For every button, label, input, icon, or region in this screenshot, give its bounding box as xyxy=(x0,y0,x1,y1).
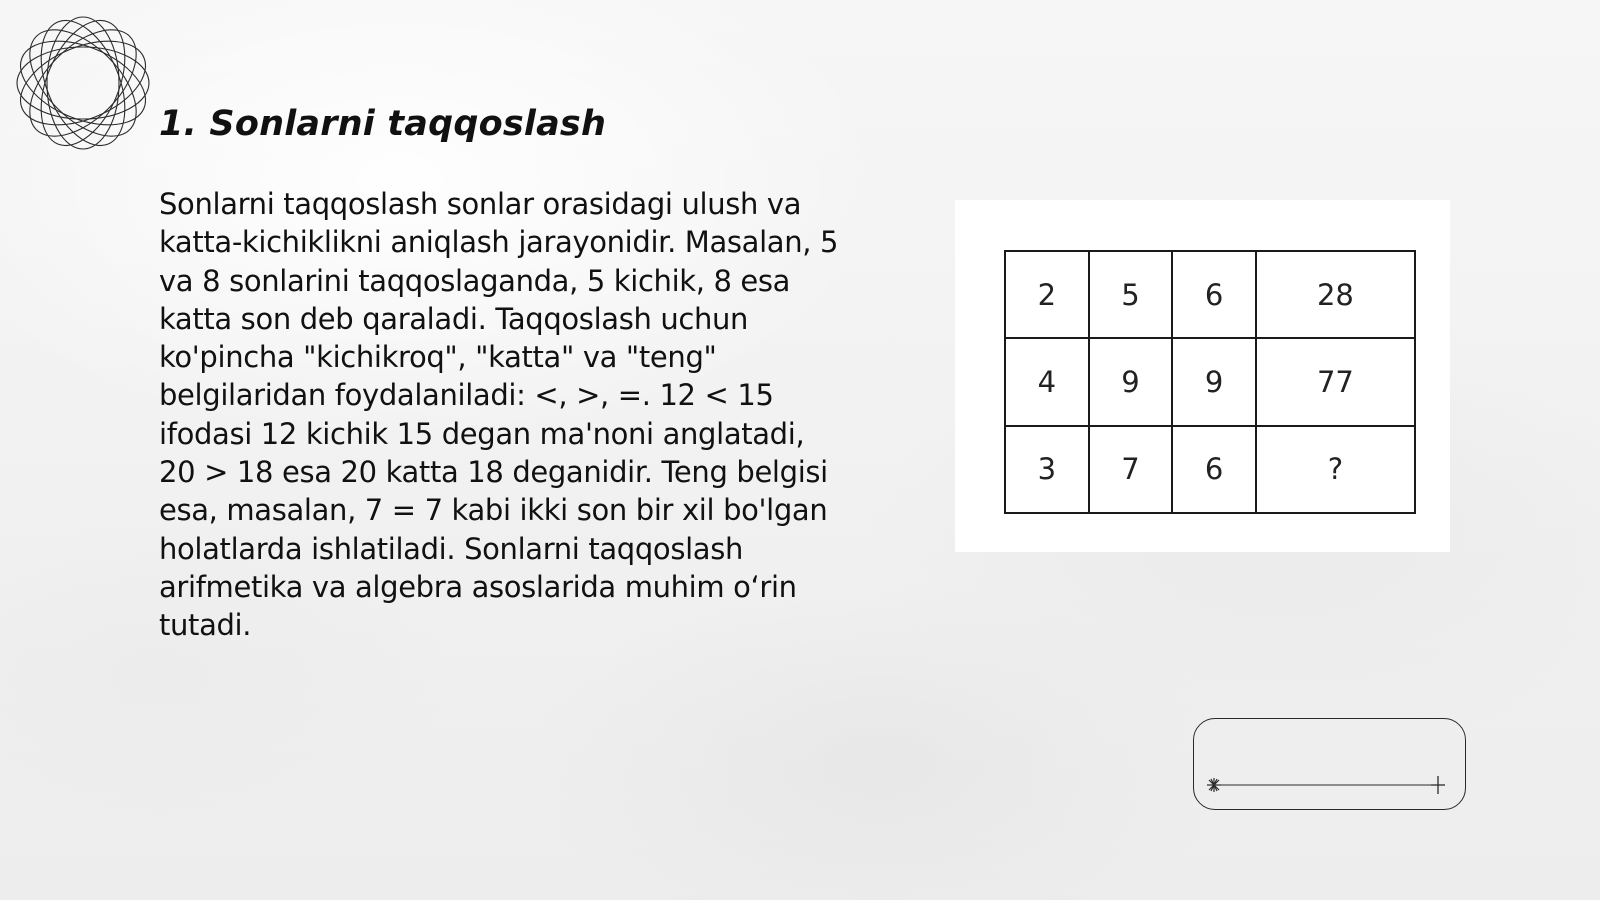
puzzle-cell: 9 xyxy=(1089,338,1173,425)
plus-star-icon xyxy=(1431,776,1445,794)
puzzle-cell: 5 xyxy=(1089,251,1173,338)
spirograph-logo-icon xyxy=(10,10,156,156)
puzzle-row xyxy=(1005,426,1415,513)
body-paragraph: Sonlarni taqqoslash sonlar orasidagi ulush va katta-kichiklikni aniqlash jarayonidir. Masalan, 5 va 8 sonlarini taqqoslaganda, 5 kichik, 8 esa katta son deb qaraladi. Taqqoslash uchun ko'pincha "kichikroq", "katta" va "teng" belgilaridan foydalaniladi: <, >, =. 12 < 15 ifodasi 12 kichik 15 degan ma'noni anglatadi, 20 > 18 esa 20 katta 18 deganidir. Teng belgisi esa, masalan, 7 = 7 kabi ikki son bir xil bo'lgan holatlarda ishlatiladi. Sonlarni taqqoslash arifmetika va algebra asoslarida muhim o‘rin tutadi. xyxy=(159,187,839,643)
decorative-pill-frame xyxy=(1193,718,1466,810)
puzzle-cell: 3 xyxy=(1005,426,1089,513)
puzzle-cell: 6 xyxy=(1172,251,1256,338)
puzzle-row xyxy=(1005,338,1415,425)
puzzle-cell: 2 xyxy=(1005,251,1089,338)
slide-title: 1. Sonlarni taqqoslash xyxy=(159,104,607,144)
number-puzzle-grid xyxy=(1004,250,1416,514)
decorative-line xyxy=(1202,775,1457,795)
puzzle-cell-unknown: ? xyxy=(1256,426,1415,513)
puzzle-cell: 7 xyxy=(1089,426,1173,513)
puzzle-cell: 6 xyxy=(1172,426,1256,513)
puzzle-cell: 9 xyxy=(1172,338,1256,425)
puzzle-cell: 28 xyxy=(1256,251,1415,338)
puzzle-cell: 77 xyxy=(1256,338,1415,425)
sparkle-star-icon xyxy=(1207,778,1221,792)
number-puzzle-card xyxy=(955,200,1450,552)
puzzle-row xyxy=(1005,251,1415,338)
puzzle-cell: 4 xyxy=(1005,338,1089,425)
